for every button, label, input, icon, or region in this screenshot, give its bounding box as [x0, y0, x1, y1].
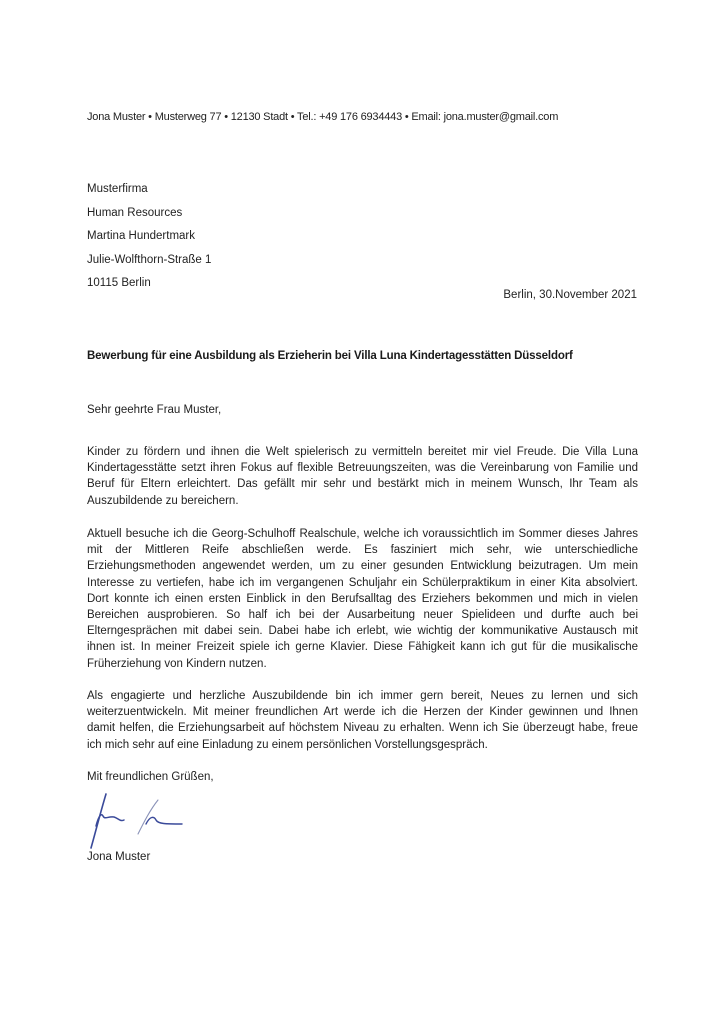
paragraph-line: Aktuell besuche ich die Georg-Schulhoff Realschule, welche ich voraussichtlich im Sommer dieses Jahres [87, 528, 638, 540]
paragraph-line: Elterngesprächen mit dabei sein. Dabei habe ich erlebt, wie wichtig der kommunikative Austausch mit [87, 625, 638, 638]
recipient-city: 10115 Berlin [87, 277, 151, 289]
body-paragraph-2 [87, 526, 638, 672]
body-paragraph-1 [87, 444, 638, 509]
paragraph-line: Erziehungsmethoden angewendet werden, um zu einer gesunden Entwicklung beizutragen. Um mein [87, 560, 638, 573]
recipient-department: Human Resources [87, 206, 183, 219]
paragraph-line: Interesse zu vertiefen, habe ich im vergangenen Schuljahr ein Schülerpraktikum in einer Kita absolviert. [87, 576, 638, 589]
paragraph-line: weiterzuentwickeln. Mit meiner freundlichen Art werde ich die Herzen der Kinder gewinnen und Ihnen [87, 706, 638, 719]
paragraph-line: Als engagierte und herzliche Auszubildende bin ich immer gern bereit, Neues zu lernen und sich [87, 690, 638, 702]
paragraph-line: damit helfen, die Erziehungsarbeit auf höchstem Niveau zu erhalten. Wenn ich Sie überzeugt habe, freue [87, 722, 638, 735]
recipient-contact-person: Martina Hundertmark [87, 230, 196, 242]
paragraph-line: Auszubildende zu bereichern. [87, 494, 239, 507]
paragraph-line: Bereichen ausprobieren. So half ich bei der Ausarbeitung neuer Spielideen und durfte auch bei [87, 608, 638, 621]
recipient-company: Musterfirma [87, 183, 148, 195]
paragraph-line: ich mich sehr auf eine Einladung zu einem persönlichen Vorstellungsgespräch. [87, 738, 488, 751]
sender-contact-line: Jona Muster • Musterweg 77 • 12130 Stadt • Tel.: +49 176 6934443 • Email: jona.muster@gmail.com [87, 111, 559, 123]
signer-name: Jona Muster [87, 851, 151, 863]
paragraph-line: Kindertagesstätte setzt ihren Fokus auf flexible Betreuungszeiten, was die Vereinbarung von Familie und [87, 462, 638, 475]
salutation: Sehr geehrte Frau Muster, [87, 404, 222, 416]
paragraph-line: Früherziehung von Kindern nutzen. [87, 657, 267, 670]
recipient-address [87, 178, 211, 296]
letter-date: Berlin, 30.November 2021 [503, 289, 637, 301]
paragraph-line: Beruf für Eltern erleichtert. Das gefällt mir sehr und bestärkt mich in meinem Wunsch, Ihr Team als [87, 478, 638, 491]
paragraph-line: mit der Mittleren Reife abschließen werde. Es fasziniert mich sehr, wie unterschiedliche [87, 544, 638, 557]
body-paragraph-3 [87, 688, 638, 753]
paragraph-line: ihnen ist. In meiner Freizeit spiele ich gerne Klavier. Diese Fähigkeit kann ich gut für die musikalische [87, 641, 638, 654]
signature-icon [86, 786, 196, 850]
recipient-street: Julie-Wolfthorn-Straße 1 [87, 253, 212, 266]
paragraph-line: Kinder zu fördern und ihnen die Welt spielerisch zu vermitteln bereitet mir viel Freude. Die Villa Luna [87, 446, 638, 458]
closing-phrase: Mit freundlichen Grüßen, [87, 771, 214, 783]
paragraph-line: Dort konnte ich einen ersten Einblick in den Berufsalltag des Erziehers bekommen und mich in vielen [87, 592, 638, 605]
letter-subject: Bewerbung für eine Ausbildung als Erzieherin bei Villa Luna Kindertagesstätten Düsseldorf [87, 350, 573, 362]
